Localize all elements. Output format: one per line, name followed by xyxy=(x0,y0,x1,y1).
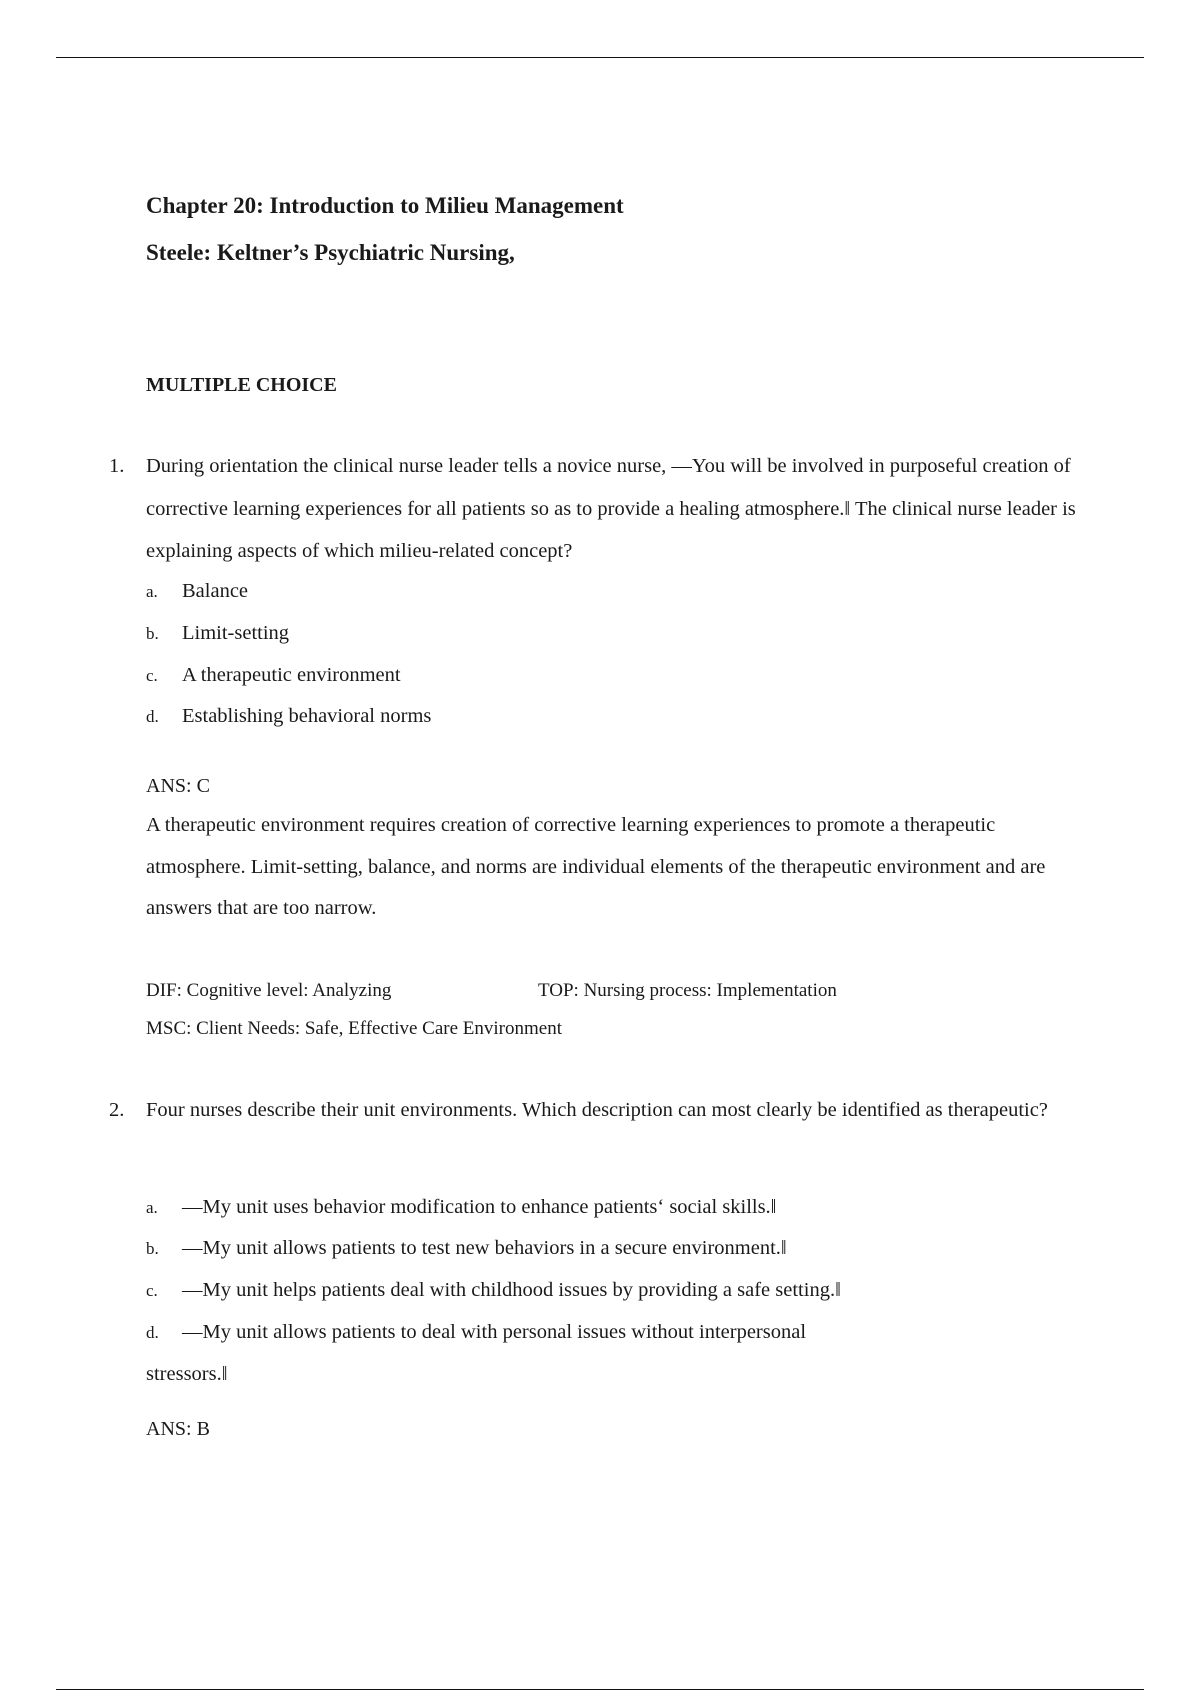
question-1-number: 1. xyxy=(109,455,125,477)
question-1-msc: MSC: Client Needs: Safe, Effective Care Environment xyxy=(146,1018,562,1039)
question-2-number: 2. xyxy=(109,1099,125,1121)
question-1-stem: During orientation the clinical nurse leader tells a novice nurse, ―You will be involved in purposeful creation of corrective learning experiences for all patients so as to provide a healing atmosphere.‖ The clinical nurse leader is explaining aspects of which milieu-related concept? xyxy=(146,455,1076,562)
question-2-option-c-letter: c. xyxy=(146,1281,158,1300)
question-1-difficulty: DIF: Cognitive level: Analyzing xyxy=(146,980,392,1001)
chapter-title: Chapter 20: Introduction to Milieu Management xyxy=(146,193,624,218)
question-2-option-a-text: ―My unit uses behavior modification to enhance patients‘ social skills.‖ xyxy=(182,1196,777,1218)
question-1-option-c-letter: c. xyxy=(146,666,158,685)
question-1-rationale: A therapeutic environment requires creation of corrective learning experiences to promote a therapeutic atmosphere. Limit-setting, balance, and norms are individual elements of the therapeutic environment and are answers that are too narrow. xyxy=(146,814,1046,919)
question-2-stem: Four nurses describe their unit environments. Which description can most clearly be identified as therapeutic? xyxy=(146,1099,1048,1121)
question-1-option-b-letter: b. xyxy=(146,624,159,643)
question-1-option-a-letter: a. xyxy=(146,582,158,601)
top-rule xyxy=(56,57,1144,58)
question-2-option-b-letter: b. xyxy=(146,1239,159,1258)
book-title: Steele: Keltner’s Psychiatric Nursing, xyxy=(146,240,515,265)
question-1-option-d-text: Establishing behavioral norms xyxy=(182,705,432,727)
question-1-option-a-text: Balance xyxy=(182,580,249,602)
question-2-option-d-continuation: stressors.‖ xyxy=(146,1363,228,1385)
question-2-option-b-text: ―My unit allows patients to test new behaviors in a secure environment.‖ xyxy=(182,1237,787,1259)
question-2-option-c-text: ―My unit helps patients deal with childhood issues by providing a safe setting.‖ xyxy=(182,1279,841,1301)
question-1-answer: ANS: C xyxy=(146,775,210,797)
question-1-option-b-text: Limit-setting xyxy=(182,622,290,644)
question-1-option-d-letter: d. xyxy=(146,707,159,726)
question-2-option-d-text: ―My unit allows patients to deal with personal issues without interpersonal xyxy=(182,1321,807,1343)
bottom-rule xyxy=(56,1689,1144,1690)
question-1-topic: TOP: Nursing process: Implementation xyxy=(538,980,837,1001)
question-2-option-d-letter: d. xyxy=(146,1323,159,1342)
question-1-option-c-text: A therapeutic environment xyxy=(182,664,401,686)
question-2-option-a-letter: a. xyxy=(146,1198,158,1217)
section-heading: MULTIPLE CHOICE xyxy=(146,374,337,396)
question-2-answer: ANS: B xyxy=(146,1418,210,1440)
